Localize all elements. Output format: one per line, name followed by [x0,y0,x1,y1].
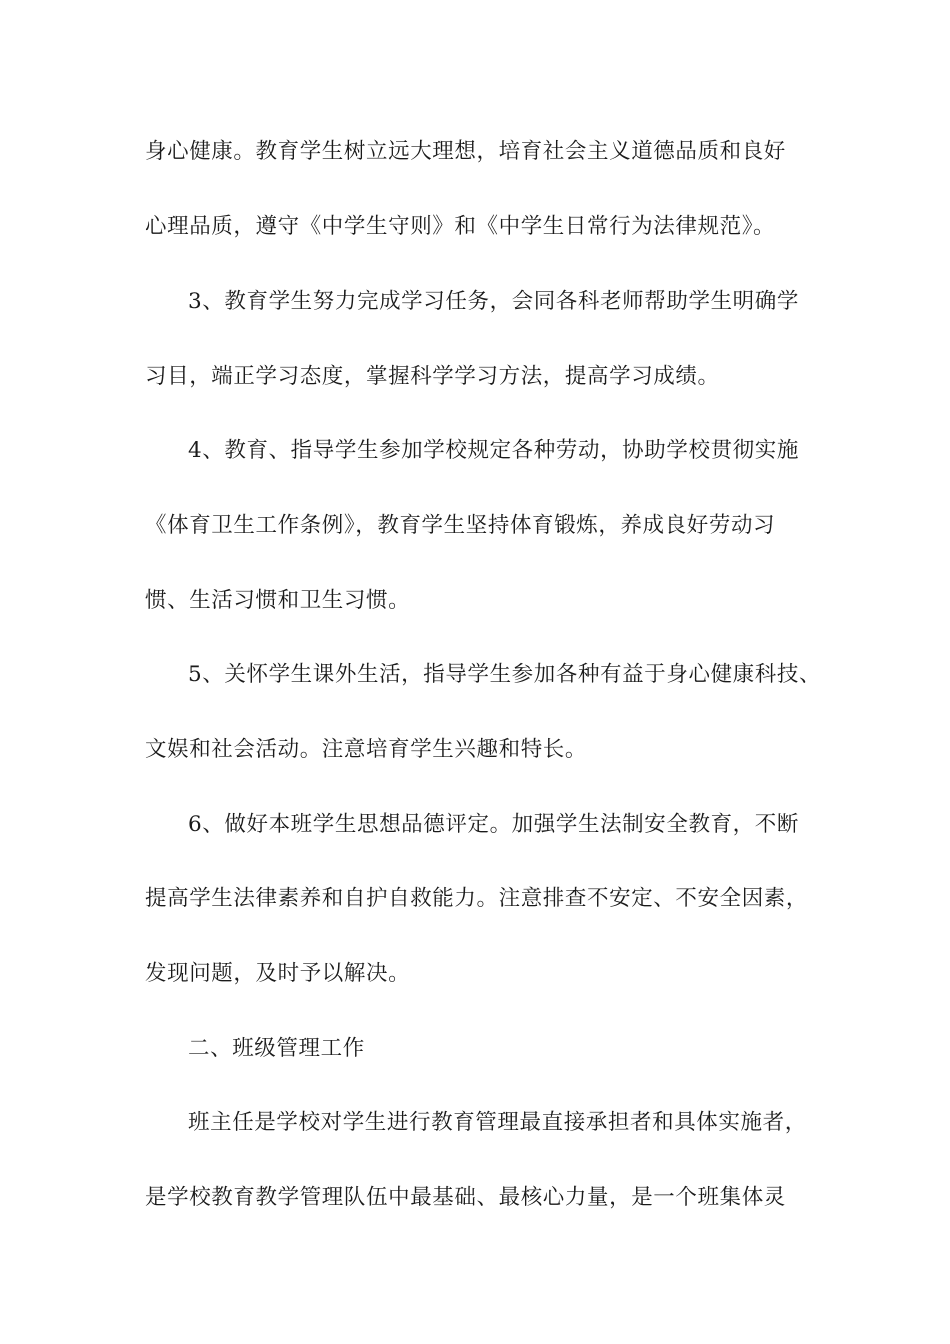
paragraph-line: 提高学生法律素养和自护自救能力。注意排查不安定、不安全因素， [145,886,809,911]
paragraph-line: 惯、生活习惯和卫生习惯。 [145,588,411,613]
paragraph-line: 文娱和社会活动。注意培育学生兴趣和特长。 [145,737,588,762]
list-item-6-line: 6、做好本班学生思想品德评定。加强学生法制安全教育，不断 [188,812,799,837]
section-heading: 二、班级管理工作 [188,1036,365,1061]
list-item-5-line: 5、关怀学生课外生活，指导学生参加各种有益于身心健康科技、 [188,662,822,687]
paragraph-line: 习目，端正学习态度，掌握科学学习方法，提高学习成绩。 [145,364,720,389]
paragraph-line: 是学校教育教学管理队伍中最基础、最核心力量，是一个班集体灵 [145,1185,786,1210]
paragraph-line: 发现问题，及时予以解决。 [145,961,411,986]
paragraph-line: 身心健康。教育学生树立远大理想，培育社会主义道德品质和良好 [145,139,786,164]
list-item-3-line: 3、教育学生努力完成学习任务，会同各科老师帮助学生明确学 [188,289,799,314]
list-item-4-line: 4、教育、指导学生参加学校规定各种劳动，协助学校贯彻实施 [188,438,799,463]
paragraph-line: 《体育卫生工作条例》，教育学生坚持体育锻炼，养成良好劳动习 [145,513,776,538]
paragraph-line: 心理品质，遵守《中学生守则》和《中学生日常行为法律规范》。 [145,214,776,239]
paragraph-line: 班主任是学校对学生进行教育管理最直接承担者和具体实施者， [188,1110,807,1135]
